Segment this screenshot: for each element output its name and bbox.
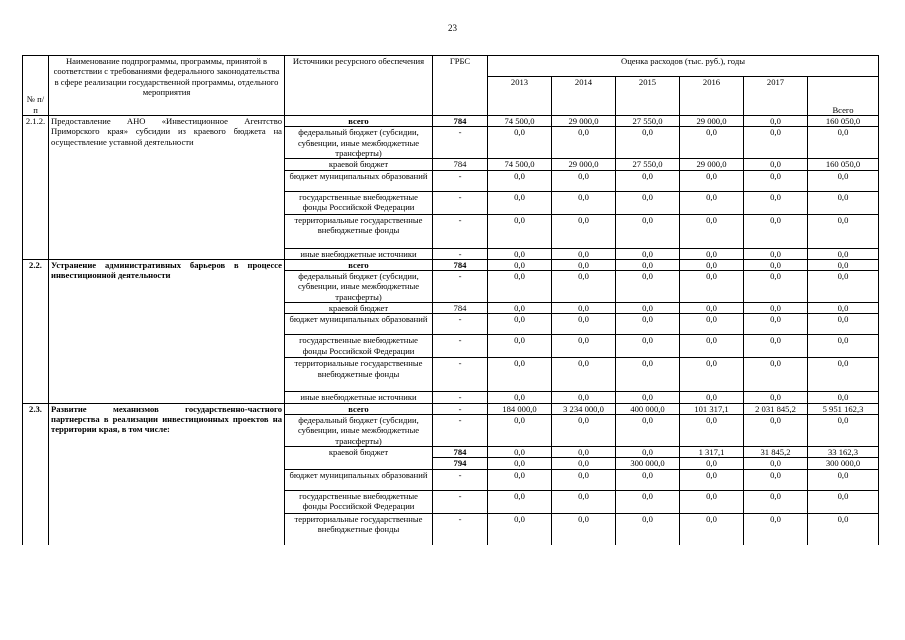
value-cell: 0,0 <box>552 392 616 403</box>
header-year: 2013 <box>488 77 552 116</box>
value-cell: 0,0 <box>680 415 744 447</box>
source-territorial-funds: территориальные государственные внебюджетные фонды <box>285 358 433 392</box>
value-cell: 300 000,0 <box>616 458 680 469</box>
value-cell: 0,0 <box>744 191 808 214</box>
source-regional: краевой бюджет <box>285 447 433 470</box>
row-name: Развитие механизмов государственно-частного партнерства в реализации инвестиционных проектов на территории края, в том числе: <box>49 403 285 545</box>
value-cell: 0,0 <box>808 271 879 303</box>
value-cell: 0,0 <box>488 271 552 303</box>
value-cell: 0,0 <box>808 335 879 358</box>
value-cell: 0,0 <box>488 248 552 259</box>
value-cell: 0,0 <box>616 248 680 259</box>
grbs-cell: - <box>433 358 488 392</box>
grbs-cell: - <box>433 271 488 303</box>
row-name: Предоставление АНО «Инвестиционное Агентство Приморского края» субсидии из краевого бюджета на осуществление уставной деятельности <box>49 116 285 260</box>
value-cell: 0,0 <box>488 458 552 469</box>
header-num: № п/п <box>23 56 49 116</box>
header-grbs: ГРБС <box>433 56 488 116</box>
value-cell: 0,0 <box>552 513 616 545</box>
value-cell: 0,0 <box>808 415 879 447</box>
grbs-cell: - <box>433 469 488 490</box>
value-cell: 0,0 <box>680 303 744 314</box>
header-name: Наименование подпрограммы, программы, принятой в соответствии с требованиями федерального законодательства в сфере реализации государственной программы, отдельного мероприятия <box>49 56 285 116</box>
value-cell: 0,0 <box>616 191 680 214</box>
value-cell: 0,0 <box>744 335 808 358</box>
source-regional: краевой бюджет <box>285 303 433 314</box>
value-cell: 0,0 <box>680 392 744 403</box>
value-cell: 0,0 <box>616 469 680 490</box>
grbs-cell: 784 <box>433 447 488 458</box>
grbs-cell: - <box>433 170 488 191</box>
value-cell: 0,0 <box>680 259 744 270</box>
value-cell: 0,0 <box>680 358 744 392</box>
grbs-cell: 784 <box>433 159 488 170</box>
value-cell: 0,0 <box>552 191 616 214</box>
value-cell: 0,0 <box>744 271 808 303</box>
value-cell: 0,0 <box>680 248 744 259</box>
value-cell: 0,0 <box>744 248 808 259</box>
value-cell: 184 000,0 <box>488 403 552 414</box>
value-cell: 0,0 <box>744 259 808 270</box>
value-cell: 0,0 <box>744 469 808 490</box>
value-cell: 0,0 <box>744 415 808 447</box>
value-cell: 400 000,0 <box>616 403 680 414</box>
value-cell: 0,0 <box>616 127 680 159</box>
value-cell: 0,0 <box>616 335 680 358</box>
grbs-cell: - <box>433 403 488 414</box>
header-estimate: Оценка расходов (тыс. руб.), годы <box>488 56 879 77</box>
value-cell: 0,0 <box>552 259 616 270</box>
value-cell: 2 031 845,2 <box>744 403 808 414</box>
header-total: Всего <box>808 77 879 116</box>
table-row <box>23 259 879 270</box>
value-cell: 0,0 <box>680 513 744 545</box>
value-cell: 0,0 <box>552 469 616 490</box>
value-cell: 0,0 <box>488 214 552 248</box>
value-cell: 0,0 <box>808 513 879 545</box>
grbs-cell: - <box>433 392 488 403</box>
value-cell: 0,0 <box>616 170 680 191</box>
row-number: 2.2. <box>23 259 49 403</box>
source-territorial-funds: территориальные государственные внебюджетные фонды <box>285 214 433 248</box>
grbs-cell: - <box>433 191 488 214</box>
value-cell: 160 050,0 <box>808 159 879 170</box>
value-cell: 3 234 000,0 <box>552 403 616 414</box>
source-territorial-funds: территориальные государственные внебюджетные фонды <box>285 513 433 545</box>
value-cell: 0,0 <box>680 335 744 358</box>
value-cell: 0,0 <box>680 214 744 248</box>
value-cell: 29 000,0 <box>680 159 744 170</box>
header-year: 2014 <box>552 77 616 116</box>
value-cell: 300 000,0 <box>808 458 879 469</box>
source-municipal: бюджет муниципальных образований <box>285 170 433 191</box>
value-cell: 0,0 <box>488 392 552 403</box>
value-cell: 0,0 <box>616 415 680 447</box>
value-cell: 0,0 <box>488 469 552 490</box>
value-cell: 0,0 <box>488 358 552 392</box>
grbs-cell: 784 <box>433 116 488 127</box>
value-cell: 0,0 <box>744 314 808 335</box>
value-cell: 0,0 <box>616 358 680 392</box>
value-cell: 0,0 <box>680 191 744 214</box>
value-cell: 0,0 <box>616 447 680 458</box>
value-cell: 0,0 <box>680 458 744 469</box>
value-cell: 0,0 <box>680 127 744 159</box>
value-cell: 0,0 <box>488 259 552 270</box>
value-cell: 0,0 <box>552 458 616 469</box>
value-cell: 0,0 <box>808 170 879 191</box>
grbs-cell: 784 <box>433 259 488 270</box>
value-cell: 0,0 <box>616 392 680 403</box>
value-cell: 5 951 162,3 <box>808 403 879 414</box>
value-cell: 0,0 <box>488 513 552 545</box>
value-cell: 0,0 <box>488 170 552 191</box>
value-cell: 0,0 <box>552 170 616 191</box>
value-cell: 33 162,3 <box>808 447 879 458</box>
value-cell: 101 317,1 <box>680 403 744 414</box>
value-cell: 0,0 <box>552 415 616 447</box>
value-cell: 0,0 <box>488 303 552 314</box>
grbs-cell: - <box>433 248 488 259</box>
source-federal: федеральный бюджет (субсидии, субвенции, иные межбюджетные трансферты) <box>285 127 433 159</box>
value-cell: 27 550,0 <box>616 159 680 170</box>
header-year: 2016 <box>680 77 744 116</box>
value-cell: 0,0 <box>488 191 552 214</box>
value-cell: 0,0 <box>488 314 552 335</box>
value-cell: 74 500,0 <box>488 116 552 127</box>
value-cell: 0,0 <box>744 214 808 248</box>
grbs-cell: - <box>433 490 488 513</box>
header-source: Источники ресурсного обеспечения <box>285 56 433 116</box>
value-cell: 0,0 <box>552 447 616 458</box>
value-cell: 31 845,2 <box>744 447 808 458</box>
source-federal: федеральный бюджет (субсидии, субвенции, иные межбюджетные трансферты) <box>285 271 433 303</box>
source-total: всего <box>285 403 433 414</box>
value-cell: 0,0 <box>744 127 808 159</box>
budget-table <box>22 55 879 545</box>
value-cell: 0,0 <box>616 513 680 545</box>
value-cell: 0,0 <box>680 170 744 191</box>
value-cell: 74 500,0 <box>488 159 552 170</box>
value-cell: 0,0 <box>552 490 616 513</box>
value-cell: 0,0 <box>488 447 552 458</box>
value-cell: 0,0 <box>680 469 744 490</box>
source-state-funds: государственные внебюджетные фонды Российской Федерации <box>285 335 433 358</box>
value-cell: 0,0 <box>808 469 879 490</box>
value-cell: 0,0 <box>552 271 616 303</box>
header-year: 2015 <box>616 77 680 116</box>
value-cell: 0,0 <box>744 303 808 314</box>
grbs-cell: - <box>433 314 488 335</box>
value-cell: 0,0 <box>616 303 680 314</box>
value-cell: 0,0 <box>808 303 879 314</box>
page-number: 23 <box>448 23 457 33</box>
value-cell: 0,0 <box>680 271 744 303</box>
value-cell: 0,0 <box>552 358 616 392</box>
value-cell: 0,0 <box>488 127 552 159</box>
grbs-cell: - <box>433 214 488 248</box>
value-cell: 0,0 <box>552 314 616 335</box>
value-cell: 0,0 <box>616 214 680 248</box>
value-cell: 0,0 <box>616 490 680 513</box>
source-total: всего <box>285 116 433 127</box>
row-number: 2.1.2. <box>23 116 49 260</box>
value-cell: 0,0 <box>680 490 744 513</box>
value-cell: 0,0 <box>616 271 680 303</box>
value-cell: 0,0 <box>744 513 808 545</box>
value-cell: 0,0 <box>744 490 808 513</box>
value-cell: 0,0 <box>488 490 552 513</box>
value-cell: 0,0 <box>616 259 680 270</box>
grbs-cell: 794 <box>433 458 488 469</box>
row-number: 2.3. <box>23 403 49 545</box>
grbs-cell: 784 <box>433 303 488 314</box>
grbs-cell: - <box>433 127 488 159</box>
value-cell: 1 317,1 <box>680 447 744 458</box>
value-cell: 0,0 <box>808 214 879 248</box>
source-total: всего <box>285 259 433 270</box>
value-cell: 0,0 <box>808 314 879 335</box>
value-cell: 0,0 <box>552 248 616 259</box>
grbs-cell: - <box>433 513 488 545</box>
value-cell: 0,0 <box>552 335 616 358</box>
table-row <box>23 116 879 127</box>
value-cell: 0,0 <box>552 214 616 248</box>
source-municipal: бюджет муниципальных образований <box>285 314 433 335</box>
value-cell: 29 000,0 <box>552 116 616 127</box>
source-federal: федеральный бюджет (субсидии, субвенции, иные межбюджетные трансферты) <box>285 415 433 447</box>
value-cell: 0,0 <box>744 159 808 170</box>
value-cell: 0,0 <box>744 116 808 127</box>
header-year: 2017 <box>744 77 808 116</box>
value-cell: 0,0 <box>552 127 616 159</box>
value-cell: 0,0 <box>808 259 879 270</box>
row-name: Устранение административных барьеров в процессе инвестиционной деятельности <box>49 259 285 403</box>
value-cell: 27 550,0 <box>616 116 680 127</box>
value-cell: 160 050,0 <box>808 116 879 127</box>
value-cell: 0,0 <box>744 458 808 469</box>
value-cell: 0,0 <box>552 303 616 314</box>
source-municipal: бюджет муниципальных образований <box>285 469 433 490</box>
value-cell: 0,0 <box>616 314 680 335</box>
value-cell: 29 000,0 <box>552 159 616 170</box>
source-other: иные внебюджетные источники <box>285 248 433 259</box>
value-cell: 0,0 <box>680 314 744 335</box>
source-state-funds: государственные внебюджетные фонды Российской Федерации <box>285 191 433 214</box>
value-cell: 0,0 <box>744 358 808 392</box>
value-cell: 0,0 <box>744 170 808 191</box>
table-row <box>23 403 879 414</box>
grbs-cell: - <box>433 335 488 358</box>
value-cell: 0,0 <box>808 490 879 513</box>
value-cell: 0,0 <box>744 392 808 403</box>
source-other: иные внебюджетные источники <box>285 392 433 403</box>
value-cell: 0,0 <box>488 335 552 358</box>
value-cell: 0,0 <box>808 127 879 159</box>
value-cell: 29 000,0 <box>680 116 744 127</box>
value-cell: 0,0 <box>488 415 552 447</box>
value-cell: 0,0 <box>808 358 879 392</box>
source-state-funds: государственные внебюджетные фонды Российской Федерации <box>285 490 433 513</box>
source-regional: краевой бюджет <box>285 159 433 170</box>
value-cell: 0,0 <box>808 248 879 259</box>
grbs-cell: - <box>433 415 488 447</box>
value-cell: 0,0 <box>808 392 879 403</box>
value-cell: 0,0 <box>808 191 879 214</box>
